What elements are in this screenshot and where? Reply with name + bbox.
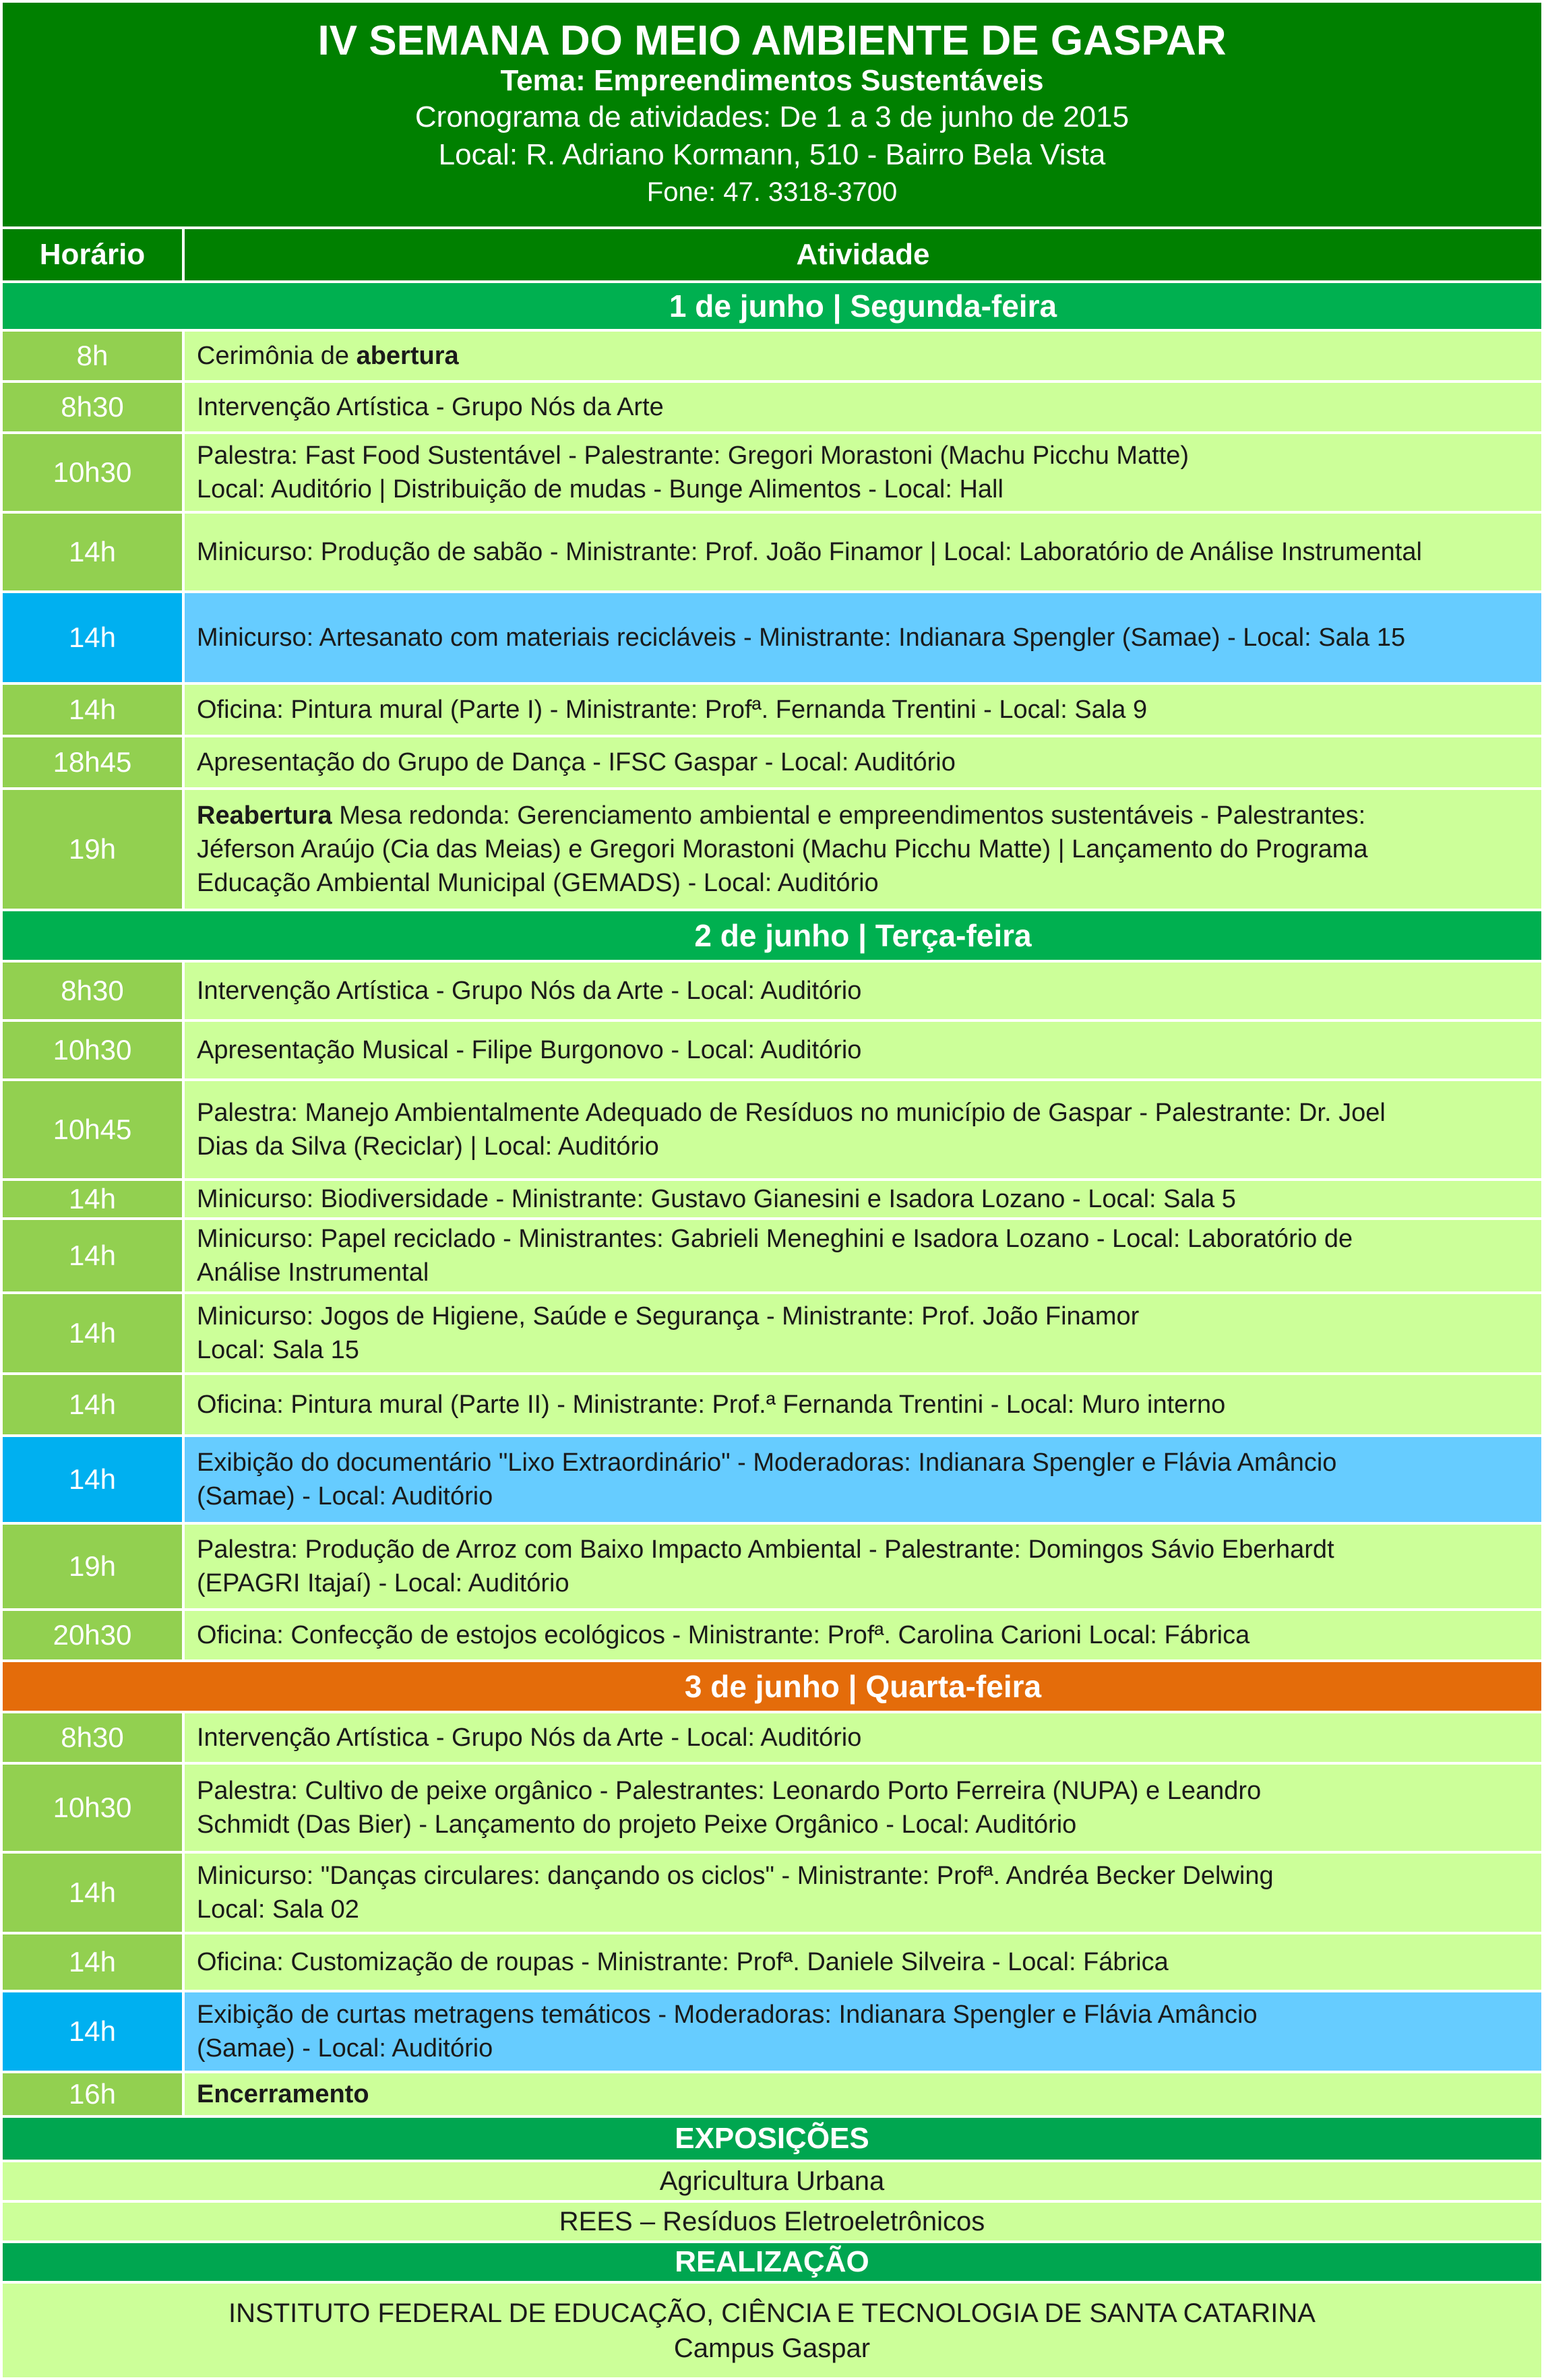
activity-cell — [182, 787, 1544, 911]
activity-line: Oficina: Pintura mural (Parte II) - Ministrante: Prof.ª Fernanda Trentini - Local: Muro interno — [197, 1391, 1226, 1419]
time-cell: 10h45 — [0, 1078, 185, 1181]
activity-line: Minicurso: Biodiversidade - Ministrante: Gustavo Gianesini e Isadora Lozano - Local: Sala 5 — [197, 1185, 1236, 1213]
time-cell-highlight: 14h — [0, 590, 185, 685]
day-header-1: 1 de junho | Segunda-feira — [0, 280, 1544, 332]
activity-cell — [182, 1078, 1544, 1181]
activity-cell — [182, 960, 1544, 1022]
time-cell: 14h — [0, 1178, 185, 1220]
activity-line — [197, 339, 1535, 373]
activity-cell — [182, 1291, 1544, 1375]
activity-line: Jéferson Araújo (Cia das Meias) e Gregori Morastoni (Machu Picchu Matte) | Lançamento do Programa — [197, 835, 1368, 863]
time-cell: 14h — [0, 1372, 185, 1437]
time-cell: 8h30 — [0, 960, 185, 1022]
activity-cell-highlight — [182, 1990, 1544, 2073]
activity-cell — [182, 511, 1544, 593]
activity-cell — [182, 1372, 1544, 1437]
exposicao-item: REES – Resíduos Eletroeletrônicos — [0, 2200, 1544, 2243]
activity-cell — [182, 1217, 1544, 1294]
campus-name: Campus Gaspar — [673, 2333, 871, 2363]
activity-line: Palestra: Manejo Ambientalmente Adequado de Resíduos no município de Gaspar - Palestrante: Dr. Joel — [197, 1099, 1386, 1127]
activity-line: Intervenção Artística - Grupo Nós da Arte — [197, 393, 664, 421]
activity-cell — [182, 1178, 1544, 1220]
time-cell: 14h — [0, 511, 185, 593]
activity-cell — [182, 735, 1544, 790]
event-location: Local: R. Adriano Kormann, 510 - Bairro Bela Vista — [438, 138, 1106, 171]
activity-line: (Samae) - Local: Auditório — [197, 1482, 493, 1511]
institution-name: INSTITUTO FEDERAL DE EDUCAÇÃO, CIÊNCIA E TECNOLOGIA DE SANTA CATARINA — [228, 2298, 1316, 2328]
activity-line: Minicurso: Jogos de Higiene, Saúde e Segurança - Ministrante: Prof. João Finamor — [197, 1302, 1140, 1331]
activity-line: Palestra: Produção de Arroz com Baixo Impacto Ambiental - Palestrante: Domingos Sávio Eberhardt — [197, 1535, 1334, 1564]
activity-line: Educação Ambiental Municipal (GEMADS) - Local: Auditório — [197, 869, 879, 897]
activity-cell — [182, 431, 1544, 514]
activity-line: Apresentação Musical - Filipe Burgonovo - Local: Auditório — [197, 1036, 862, 1064]
realizacao-block — [0, 2281, 1544, 2380]
activity-line: Schmidt (Das Bier) - Lançamento do projeto Peixe Orgânico - Local: Auditório — [197, 1810, 1077, 1839]
activity-text: Mesa redonda: Gerenciamento ambiental e empreendimentos sustentáveis - Palestrantes: — [332, 801, 1366, 830]
time-cell: 10h30 — [0, 1019, 185, 1081]
time-cell: 18h45 — [0, 735, 185, 790]
day-header-2: 2 de junho | Terça-feira — [0, 909, 1544, 963]
activity-line: Intervenção Artística - Grupo Nós da Arte - Local: Auditório — [197, 977, 862, 1005]
activity-line: Dias da Silva (Reciclar) | Local: Auditório — [197, 1132, 659, 1161]
activity-line — [197, 2077, 1535, 2111]
activity-line: Minicurso: Produção de sabão - Ministrante: Prof. João Finamor | Local: Laboratório de Análise Instrumental — [197, 538, 1422, 566]
activity-cell-highlight — [182, 1434, 1544, 1525]
time-cell-highlight: 14h — [0, 1434, 185, 1525]
activity-line: Intervenção Artística - Grupo Nós da Arte - Local: Auditório — [197, 1723, 862, 1752]
time-cell: 19h — [0, 787, 185, 911]
activity-cell — [182, 1711, 1544, 1765]
time-cell: 8h30 — [0, 1711, 185, 1765]
activity-line: Exibição de curtas metragens temáticos - Moderadoras: Indianara Spengler e Flávia Amâncio — [197, 2001, 1258, 2029]
closing-text: Encerramento — [197, 2080, 369, 2108]
time-cell: 14h — [0, 1851, 185, 1934]
activity-cell — [182, 1522, 1544, 1611]
time-cell: 14h — [0, 1932, 185, 1992]
event-phone: Fone: 47. 3318-3700 — [646, 177, 898, 207]
activity-line: Minicurso: Artesanato com materiais recicláveis - Ministrante: Indianara Spengler (Samae) - Local: Sala 15 — [197, 623, 1406, 652]
time-cell: 20h30 — [0, 1608, 185, 1662]
activity-line: (EPAGRI Itajaí) - Local: Auditório — [197, 1569, 569, 1597]
activity-bold-text: abertura — [356, 342, 459, 370]
exposicao-item: Agricultura Urbana — [0, 2160, 1544, 2203]
activity-cell — [182, 1019, 1544, 1081]
schedule-header — [0, 0, 1544, 229]
column-header-horario: Horário — [0, 226, 185, 283]
activity-cell — [182, 1932, 1544, 1992]
column-header-atividade: Atividade — [182, 226, 1544, 283]
activity-line: Palestra: Cultivo de peixe orgânico - Palestrantes: Leonardo Porto Ferreira (NUPA) e Leandro — [197, 1777, 1262, 1805]
time-cell: 10h30 — [0, 1762, 185, 1854]
activity-cell — [182, 1608, 1544, 1662]
time-cell: 14h — [0, 1291, 185, 1375]
time-cell: 8h30 — [0, 380, 185, 434]
activity-line: Exibição do documentário "Lixo Extraordinário" - Moderadoras: Indianara Spengler e Flávia Amâncio — [197, 1448, 1337, 1477]
realizacao-header: REALIZAÇÃO — [0, 2240, 1544, 2284]
activity-bold-text: Reabertura — [197, 801, 332, 830]
activity-cell — [182, 329, 1544, 383]
activity-line: Local: Auditório | Distribuição de mudas - Bunge Alimentos - Local: Hall — [197, 475, 1003, 504]
activity-cell — [182, 682, 1544, 737]
activity-line — [197, 799, 1535, 832]
activity-cell-highlight — [182, 590, 1544, 685]
activity-line: Análise Instrumental — [197, 1258, 429, 1287]
activity-line: Local: Sala 02 — [197, 1895, 359, 1924]
activity-line: (Samae) - Local: Auditório — [197, 2034, 493, 2063]
time-cell: 14h — [0, 1217, 185, 1294]
activity-text: Cerimônia de — [197, 342, 357, 370]
exposicoes-header: EXPOSIÇÕES — [0, 2115, 1544, 2162]
time-cell: 19h — [0, 1522, 185, 1611]
activity-line: Apresentação do Grupo de Dança - IFSC Gaspar - Local: Auditório — [197, 748, 956, 776]
activity-cell — [182, 2071, 1544, 2118]
day-header-3: 3 de junho | Quarta-feira — [0, 1659, 1544, 1713]
time-cell: 8h — [0, 329, 185, 383]
activity-line: Local: Sala 15 — [197, 1336, 359, 1364]
time-cell: 16h — [0, 2071, 185, 2118]
time-cell: 14h — [0, 682, 185, 737]
activity-line: Oficina: Pintura mural (Parte I) - Ministrante: Profª. Fernanda Trentini - Local: Sala 9 — [197, 696, 1148, 724]
activity-cell — [182, 1762, 1544, 1854]
time-cell-highlight: 14h — [0, 1990, 185, 2073]
event-theme: Tema: Empreendimentos Sustentáveis — [500, 64, 1044, 97]
activity-line: Oficina: Customização de roupas - Ministrante: Profª. Daniele Silveira - Local: Fábrica — [197, 1948, 1169, 1976]
activity-line: Minicurso: "Danças circulares: dançando os ciclos" - Ministrante: Profª. Andréa Becker Delwing — [197, 1862, 1274, 1890]
event-dates: Cronograma de atividades: De 1 a 3 de junho de 2015 — [414, 100, 1130, 133]
activity-line: Palestra: Fast Food Sustentável - Palestrante: Gregori Morastoni (Machu Picchu Matte) — [197, 441, 1190, 470]
activity-cell — [182, 1851, 1544, 1934]
activity-cell — [182, 380, 1544, 434]
event-title: IV SEMANA DO MEIO AMBIENTE DE GASPAR — [317, 18, 1227, 64]
activity-line: Oficina: Confecção de estojos ecológicos - Ministrante: Profª. Carolina Carioni Local: Fábrica — [197, 1621, 1250, 1649]
activity-line: Minicurso: Papel reciclado - Ministrantes: Gabrieli Meneghini e Isadora Lozano - Local: Laboratório de — [197, 1225, 1353, 1253]
time-cell: 10h30 — [0, 431, 185, 514]
